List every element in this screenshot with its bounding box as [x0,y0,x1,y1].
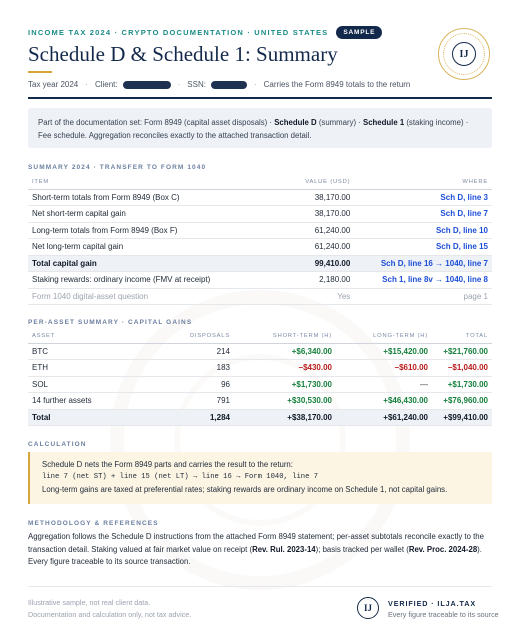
total-value: +$1,730.00 [428,376,492,393]
tax-year: Tax year 2024 [28,80,79,89]
document-eyebrow: INCOME TAX 2024 · CRYPTO DOCUMENTATION · UNITED STATES [28,28,329,37]
total-row [28,255,492,272]
asset-name: Total [28,409,148,426]
header-rule [28,97,492,99]
column-header-total: TOTAL [428,329,492,343]
documentation-note [28,108,492,148]
table-row [28,222,492,239]
methodology-sentence: Aggregation follows the Schedule D instructions from the attached Form 8949 statement; per-asset subtotals reconcile exactly to the transaction detail. Staking valued at fair market value on receipt ( [28,532,484,554]
calculation-line: Long-term gains are taxed at preferential rates; staking rewards are ordinary income on Schedule 1, not capital gains. [42,484,448,494]
row-where-link[interactable]: Sch D, line 15 [350,239,492,256]
summary-section-label: SUMMARY 2024 · TRANSFER TO FORM 1040 [28,164,207,171]
total-value: +$21,760.00 [428,343,492,360]
short-term-value: −$430.00 [230,360,332,377]
total-value: +$76,960.00 [428,393,492,410]
disclaimer-line: Documentation and calculation only, not tax advice. [28,610,192,619]
summary-table [28,175,492,305]
short-term-value: +$1,730.00 [230,376,332,393]
table-row [28,360,492,377]
separator: · [85,80,88,89]
reference-rev-proc: Rev. Proc. 2024-28 [408,544,478,554]
methodology-sentence: ); basis tracked per wallet ( [315,544,409,554]
methodology-section-label: METHODOLOGY & REFERENCES [28,520,159,527]
page-title: Schedule D & Schedule 1: Summary [28,42,338,66]
row-item: Short-term totals from Form 8949 (Box C) [28,189,260,206]
per-asset-section-label: PER-ASSET SUMMARY · CAPITAL GAINS [28,319,193,326]
calculation-box [28,452,492,504]
footer-disclaimer [28,597,191,621]
disposal-count: 791 [148,393,230,410]
row-where-link[interactable]: Sch D, line 10 [350,222,492,239]
disclaimer-line: Illustrative sample, not real client data. [28,598,151,607]
disposal-count: 1,284 [148,409,230,426]
long-term-value: +$61,240.00 [332,409,428,426]
row-item: Form 1040 digital-asset question [28,288,260,305]
row-item: Net short-term capital gain [28,206,260,223]
traceable-note: Every figure traceable to its source [388,610,499,619]
seal-logo [438,28,490,80]
long-term-value: +$46,430.00 [332,393,428,410]
meta-row [28,80,410,89]
note-schedule-d: Schedule D [274,118,317,127]
short-term-value: +$38,170.00 [230,409,332,426]
asset-name: SOL [28,376,148,393]
footer-rule [28,586,492,587]
column-header-long-term: LONG-TERM (H) [332,329,428,343]
separator: · [177,80,181,89]
disposal-count: 214 [148,343,230,360]
note-text: (staking income) · Fee schedule. Aggregation reconciles exactly to the attached transaction detail. [38,118,469,140]
row-value: 99,410.00 [260,255,350,272]
table-row [28,343,492,360]
ssn-label: SSN: [187,80,206,89]
row-value: 38,170.00 [260,189,350,206]
row-item: Total capital gain [28,255,260,272]
header-top-row [28,26,382,39]
note-text: (summary) · [316,118,363,127]
table-row [28,393,492,410]
row-where-link[interactable]: Sch 1, line 8v → 1040, line 8 [350,272,492,289]
asset-name: ETH [28,360,148,377]
ssn-redaction [211,81,247,89]
sample-badge: SAMPLE [336,26,382,39]
short-term-value: +$6,340.00 [230,343,332,360]
column-header-short-term: SHORT-TERM (H) [230,329,332,343]
verification-block [388,598,499,620]
row-where-link[interactable]: Sch D, line 7 [350,206,492,223]
client-redaction [123,81,171,89]
column-header-where: WHERE [350,175,492,189]
per-asset-table [28,329,492,426]
title-underline [28,71,52,73]
table-row [28,189,492,206]
row-item: Long-term totals from Form 8949 (Box F) [28,222,260,239]
column-header-item: ITEM [28,175,260,189]
row-value: Yes [260,288,350,305]
row-item: Net long-term capital gain [28,239,260,256]
footer-logo: IJ [357,597,379,619]
note-text: Part of the documentation set: Form 8949 (capital asset disposals) · [38,118,275,127]
disposal-count: 183 [148,360,230,377]
long-term-value: — [332,376,428,393]
table-row [28,239,492,256]
calculation-formula: line 7 (net ST) + line 15 (net LT) → line 16 → Form 1040, line 7 [42,473,319,482]
table-header-row [28,329,492,343]
short-term-value: +$30,530.00 [230,393,332,410]
row-where-link[interactable]: Sch D, line 16 → 1040, line 7 [350,255,492,272]
row-value: 38,170.00 [260,206,350,223]
total-value: +$99,410.00 [428,409,492,426]
long-term-value: −$610.00 [332,360,428,377]
column-header-asset: ASSET [28,329,148,343]
table-row [28,288,492,305]
disposal-count: 96 [148,376,230,393]
table-row [28,376,492,393]
row-value: 61,240.00 [260,222,350,239]
row-value: 2,180.00 [260,272,350,289]
methodology-sentence: ). Every figure traceable to its source transaction. [28,544,482,566]
long-term-value: +$15,420.00 [332,343,428,360]
row-item: Staking rewards: ordinary income (FMV at receipt) [28,272,260,289]
calculation-line: Schedule D nets the Form 8949 parts and carries the result to the return: [42,460,293,469]
asset-name: BTC [28,343,148,360]
reference-rev-rul: Rev. Rul. 2023-14 [252,544,316,554]
row-where-link[interactable]: Sch D, line 3 [350,189,492,206]
asset-name: 14 further assets [28,393,148,410]
total-row [28,409,492,426]
column-header-value: VALUE (USD) [260,175,350,189]
seal-ring [443,33,485,75]
table-row [28,272,492,289]
table-row [28,206,492,223]
verified-label: VERIFIED · ILJA.TAX [388,599,477,608]
row-value: 61,240.00 [260,239,350,256]
total-value: −$1,040.00 [428,360,492,377]
table-header-row [28,175,492,189]
client-label: Client: [94,80,118,89]
note-schedule-1: Schedule 1 [363,118,405,127]
column-header-disposals: DISPOSALS [148,329,230,343]
row-where-text: page 1 [350,288,492,305]
seal-monogram: IJ [452,42,476,66]
carry-note: Carries the Form 8949 totals to the return [263,80,411,89]
separator: · [253,80,257,89]
methodology-text [28,531,492,569]
calculation-section-label: CALCULATION [28,441,87,448]
